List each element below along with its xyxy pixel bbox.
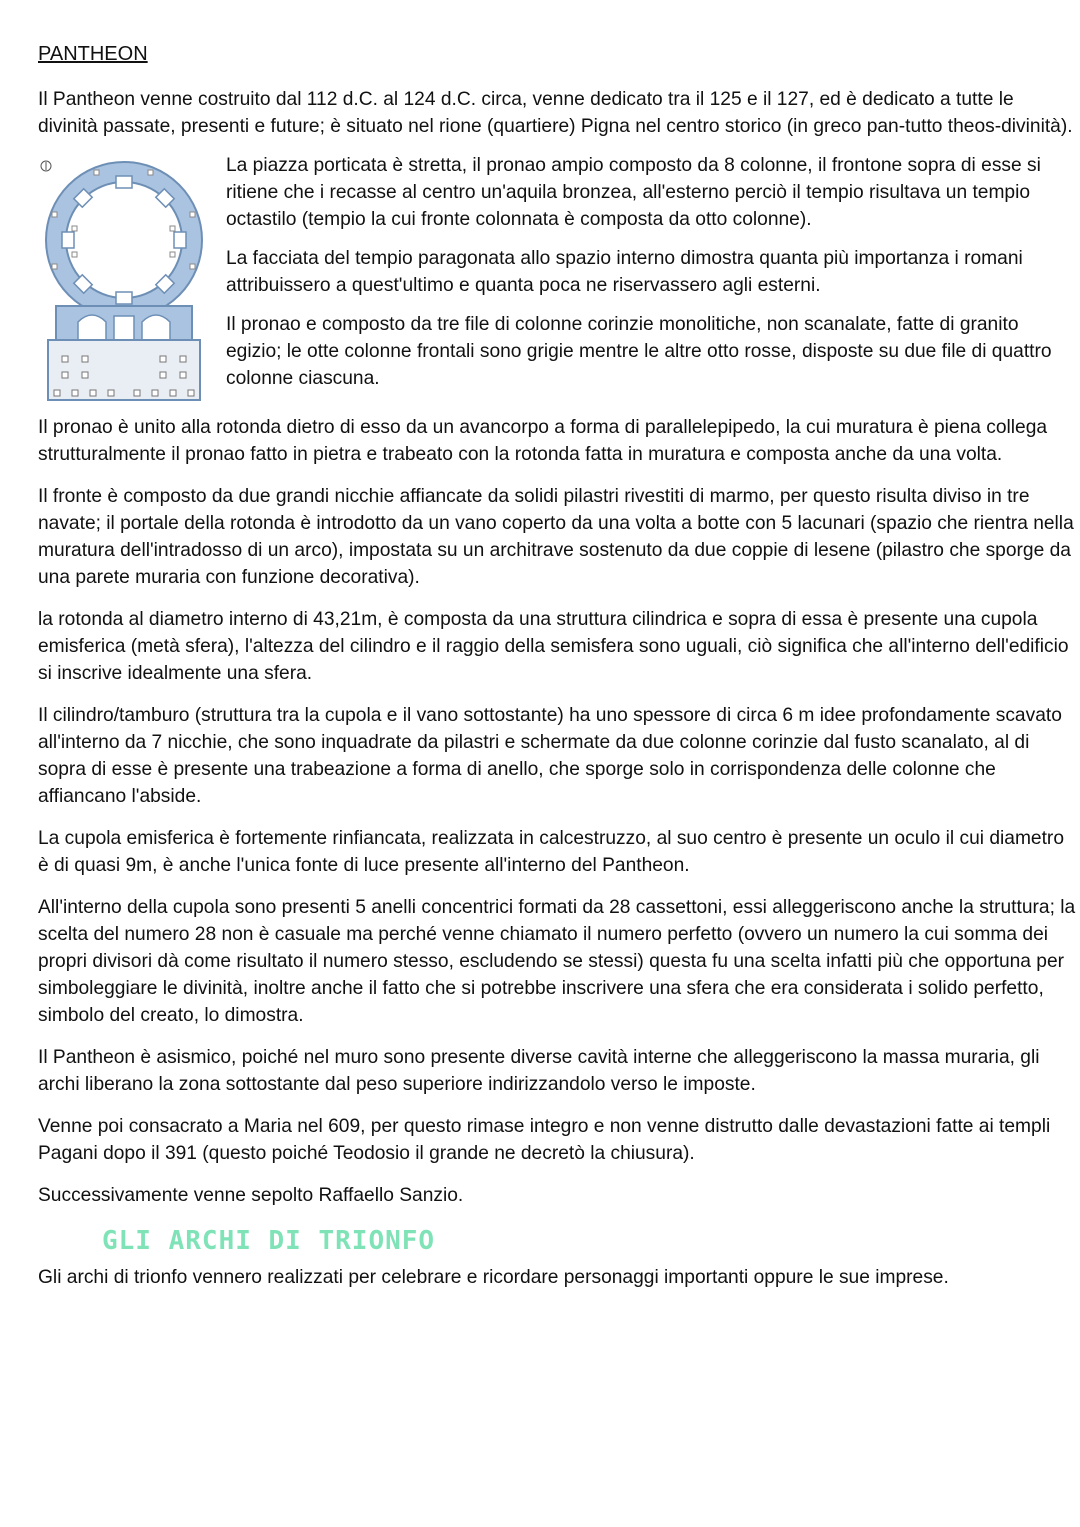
closing-paragraph: Gli archi di trionfo vennero realizzati per celebrare e ricordare personaggi importanti oppure le sue imprese. [38,1267,949,1288]
body-paragraph: la rotonda al diametro interno di 43,21m, è composta da una struttura cilindrica e sopra di essa è presente una cupola emisferica (metà sfera), l'altezza del cilindro e il raggio della semisfera sono uguali, ciò significa che all'interno dell'edificio si inscrive idealmente una sfera. [38,609,1069,684]
body-paragraph: Successivamente venne sepolto Raffaello Sanzio. [38,1185,464,1206]
pantheon-floor-plan [38,156,218,404]
body-paragraph: Il pronao è unito alla rotonda dietro di esso da un avancorpo a forma di parallelepipedo, la cui muratura è piena collega strutturalmente il pronao fatto in pietra e trabeato con la rotonda fatta in muratura e composta anche da una volta. [38,417,1048,465]
body-paragraph: Venne poi consacrato a Maria nel 609, per questo rimase integro e non venne distrutto dalle devastazioni fatte ai templi Pagani dopo il 391 (questo poiché Teodosio il grande ne decretò la chiusura). [38,1116,1051,1164]
side-paragraph: La piazza porticata è stretta, il pronao ampio composto da 8 colonne, il frontone sopra di esse si ritiene che i recasse al centro un'aquila bronzea, all'esterno perciò il tempio risultava un tempio octastilo (tempio la cui fronte colonnata è composta da otto colonne). [226,155,1041,230]
section-heading: GLI ARCHI DI TRIONFO [102,1226,436,1256]
intro-paragraph: Il Pantheon venne costruito dal 112 d.C. al 124 d.C. circa, venne dedicato tra il 125 e il 127, ed è dedicato a tutte le divinità passate, presenti e future; è situato nel rione (quartiere) Pigna nel centro storico (in greco pan-tutto theos-divinità). [38,89,1073,137]
body-paragraph: Il cilindro/tamburo (struttura tra la cupola e il vano sottostante) ha uno spessore di circa 6 m idee profondamente scavato all'interno da 7 nicchie, che sono inquadrate da pilastri e schermate da due colonne corinzie dal fusto scanalato, al di sopra di esse è presente una trabeazione a forma di anello, che sporge solo in corrispondenza delle colonne che affiancano l'abside. [38,705,1062,807]
page-title: PANTHEON [38,43,148,65]
body-paragraph: All'interno della cupola sono presenti 5 anelli concentrici formati da 28 cassettoni, essi alleggeriscono anche la struttura; la scelta del numero 28 non è casuale ma perché venne chiamato il numero perfetto (ovvero un numero la cui somma dei propri divisori dà come risultato il numero stesso, escludendo se stessi) questa fu una scelta infatti più che opportuna per simboleggiare le divinità, inoltre anche il fatto che si potrebbe inscrivere una sfera che era considerata i solido perfetto, simbolo del creato, lo dimostra. [38,897,1076,1026]
figure-row [38,152,1078,404]
document-page [38,40,1078,1306]
body-paragraph: Il Pantheon è asismico, poiché nel muro sono presente diverse cavità interne che alleggeriscono la massa muraria, gli archi liberano la zona sottostante dal peso superiore indirizzandolo verso le imposte. [38,1047,1040,1095]
side-paragraph: Il pronao e composto da tre file di colonne corinzie monolitiche, non scanalate, fatte di granito egizio; le otte colonne frontali sono grigie mentre le altre otto rosse, disposte su due file di quattro colonne ciascuna. [226,314,1052,389]
body-paragraph: La cupola emisferica è fortemente rinfiancata, realizzata in calcestruzzo, al suo centro è presente un oculo il cui diametro è di quasi 9m, è anche l'unica fonte di luce presente all'interno del Pantheon. [38,828,1064,876]
body-paragraph: Il fronte è composto da due grandi nicchie affiancate da solidi pilastri rivestiti di marmo, per questo risulta diviso in tre navate; il portale della rotonda è introdotto da un vano coperto da una volta a botte con 5 lacunari (spazio che rientra nella muratura dell'intradosso di un arco), impostata su un architrave sostenuto da due coppie di lesene (pilastro che sporge da una parete muraria con funzione decorativa). [38,486,1074,588]
side-text [226,152,1078,404]
side-paragraph: La facciata del tempio paragonata allo spazio interno dimostra quanta più importanza i romani attribuissero a quest'ultimo e quanta poca ne riservassero agli esterni. [226,248,1023,296]
